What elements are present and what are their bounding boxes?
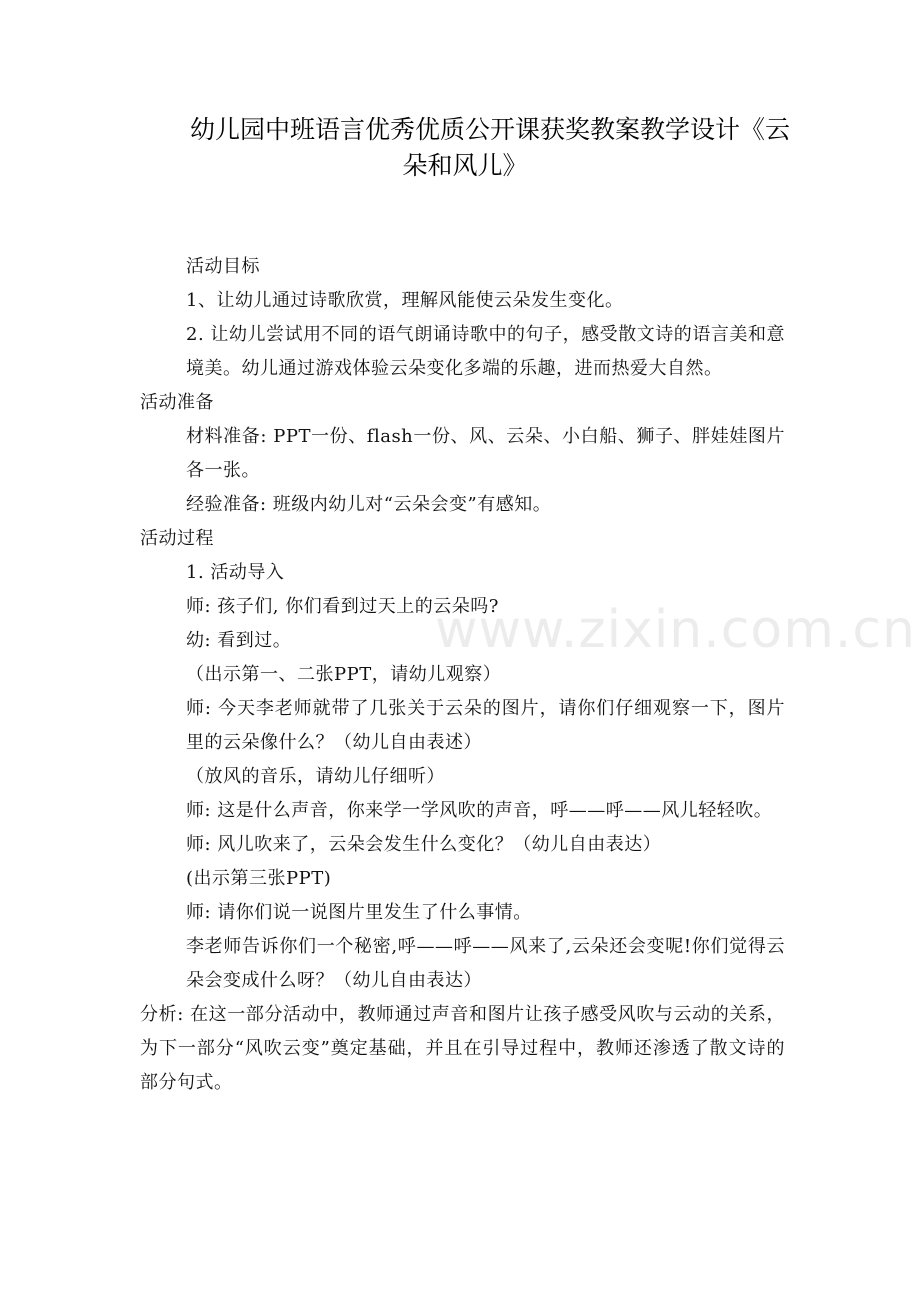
paragraph: （放风的音乐，请幼儿仔细听） [186,766,445,787]
paragraph: 师: 孩子们, 你们看到过天上的云朵吗? [186,596,499,617]
paragraph: 幼: 看到过。 [186,630,292,651]
document-body [140,250,785,1100]
section-heading: 活动准备 [140,392,214,413]
paragraph: (出示第三张PPT) [186,868,332,889]
paragraph: 师: 请你们说一说图片里发生了什么事情。 [186,902,532,923]
watermark: www.zixin.com.cn [435,600,916,660]
title-line-1: 幼儿园中班语言优秀优质公开课获奖教案教学设计《云 [189,115,790,144]
paragraph: 2. 让幼儿尝试用不同的语气朗诵诗歌中的句子，感受散文诗的语言美和意境美。幼儿通过游戏体验云朵变化多端的乐趣，进而热爱大自然。 [186,324,785,379]
paragraph: 活动目标 [186,256,260,277]
document-title [140,112,790,184]
paragraph: 1、让幼儿通过诗歌欣赏，理解风能使云朵发生变化。 [186,290,624,311]
paragraph: 1. 活动导入 [186,562,285,583]
paragraph: （出示第一、二张PPT，请幼儿观察） [186,664,502,685]
paragraph: 师: 今天李老师就带了几张关于云朵的图片，请你们仔细观察一下，图片里的云朵像什么？（幼儿自由表述） [186,698,785,753]
paragraph: 师: 这是什么声音，你来学一学风吹的声音，呼——呼——风儿轻轻吹。 [186,800,773,821]
paragraph: 师: 风儿吹来了，云朵会发生什么变化？（幼儿自由表达） [186,834,662,855]
paragraph: 经验准备: 班级内幼儿对“云朵会变”有感知。 [186,494,552,515]
section-heading: 活动过程 [140,528,214,549]
paragraph: 材料准备: PPT一份、flash一份、风、云朵、小白船、狮子、胖娃娃图片各一张。 [186,426,785,481]
title-line-2: 朵和风儿》 [402,151,528,180]
paragraph: 分析: 在这一部分活动中，教师通过声音和图片让孩子感受风吹与云动的关系，为下一部分“风吹云变”奠定基础，并且在引导过程中，教师还渗透了散文诗的部分句式。 [140,1004,785,1093]
paragraph: 李老师告诉你们一个秘密,呼——呼——风来了,云朵还会变呢!你们觉得云朵会变成什么呀？（幼儿自由表达） [186,936,785,991]
